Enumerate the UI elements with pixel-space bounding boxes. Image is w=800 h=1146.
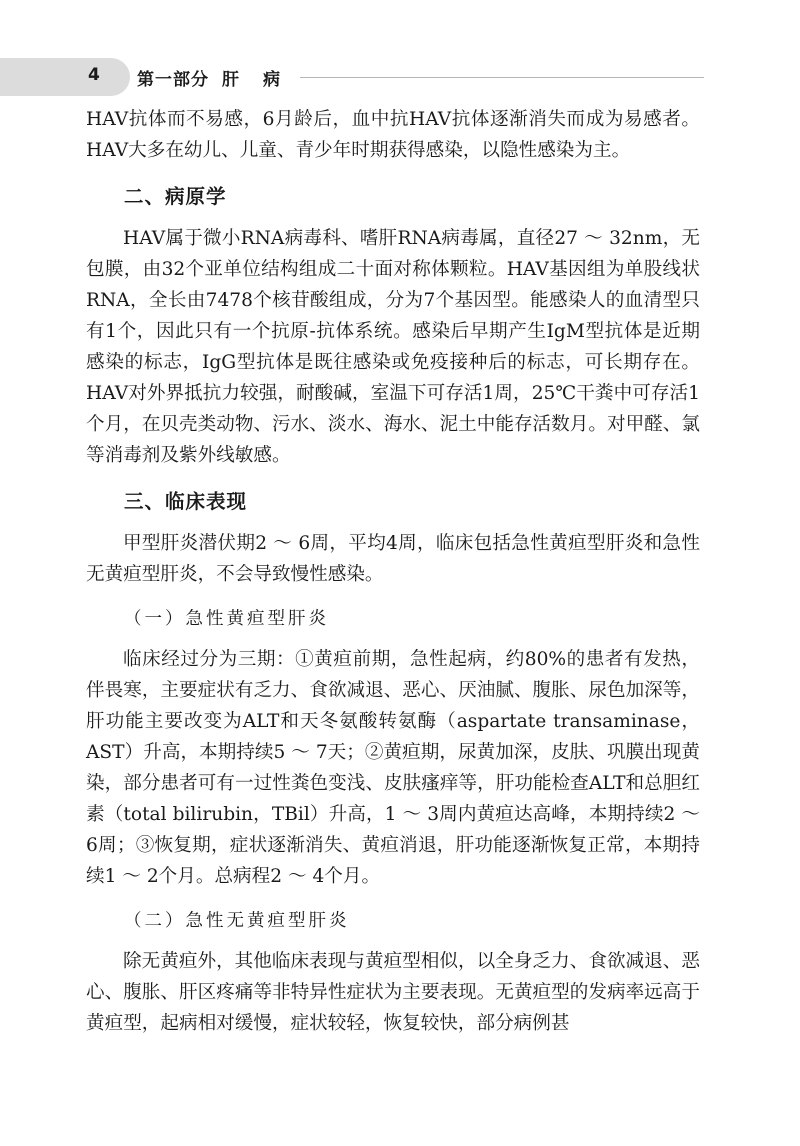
- paragraph-anicteric-hepatitis: 除无黄疸外，其他临床表现与黄疸型相似，以全身乏力、食欲减退、恶心、腹胀、肝区疼痛等非特异性症状为主要表现。无黄疸型的发病率远高于黄疸型，起病相对缓慢，症状较轻，恢复较快，部分病例甚: [86, 951, 700, 1034]
- paragraph-icteric-hepatitis: 临床经过分为三期：①黄疸前期，急性起病，约80%的患者有发热，伴畏寒，主要症状有乏力、食欲减退、恶心、厌油腻、腹胀、尿色加深等，肝功能主要改变为ALT和天冬氨酸转氨酶（aspartate transaminase，AST）升高，本期持续5 ～ 7天；②黄疸期，尿黄加深，皮肤、巩膜出现黄染，部分患者可有一过性粪色变浅、皮肤瘙痒等，肝功能检查ALT和总胆红素（total bilirubin，TBil）升高，1 ～ 3周内黄疸达高峰，本期持续2 ～ 6周；③恢复期，症状逐渐消失、黄疸消退，肝功能逐渐恢复正常，本期持续1 ～ 2个月。总病程2 ～ 4个月。: [86, 649, 700, 887]
- subheading-icteric-hepatitis: （一）急性黄疸型肝炎: [124, 609, 329, 629]
- section-heading-clinical: 三、临床表现: [124, 490, 248, 513]
- page-number: 4: [88, 65, 100, 85]
- running-header: [0, 58, 800, 96]
- chapter-title: 肝病: [222, 70, 304, 90]
- part-title: 第一部分: [137, 70, 209, 90]
- paragraph-intro: HAV抗体而不易感，6月龄后，血中抗HAV抗体逐渐消失而成为易感者。HAV大多在幼儿、儿童、青少年时期获得感染，以隐性感染为主。: [86, 109, 700, 161]
- subheading-anicteric-hepatitis: （二）急性无黄疸型肝炎: [124, 911, 350, 931]
- section-heading-etiology: 二、病原学: [124, 185, 227, 208]
- header-rule: [300, 77, 704, 78]
- paragraph-clinical: 甲型肝炎潜伏期2 ～ 6周，平均4周，临床包括急性黄疸型肝炎和急性无黄疸型肝炎，不会导致慢性感染。: [86, 533, 700, 585]
- page-body: [86, 104, 700, 1039]
- page-number-tab: [0, 58, 130, 96]
- paragraph-etiology: HAV属于微小RNA病毒科、嗜肝RNA病毒属，直径27 ～ 32nm，无包膜，由32个亚单位结构组成二十面对称体颗粒。HAV基因组为单股线状RNA，全长由7478个核苷酸组成，分为7个基因型。能感染人的血清型只有1个，因此只有一个抗原-抗体系统。感染后早期产生IgM型抗体是近期感染的标志，IgG型抗体是既往感染或免疫接种后的标志，可长期存在。HAV对外界抵抗力较强，耐酸碱，室温下可存活1周，25℃干粪中可存活1个月，在贝壳类动物、污水、淡水、海水、泥土中能存活数月。对甲醛、氯等消毒剂及紫外线敏感。: [86, 228, 700, 466]
